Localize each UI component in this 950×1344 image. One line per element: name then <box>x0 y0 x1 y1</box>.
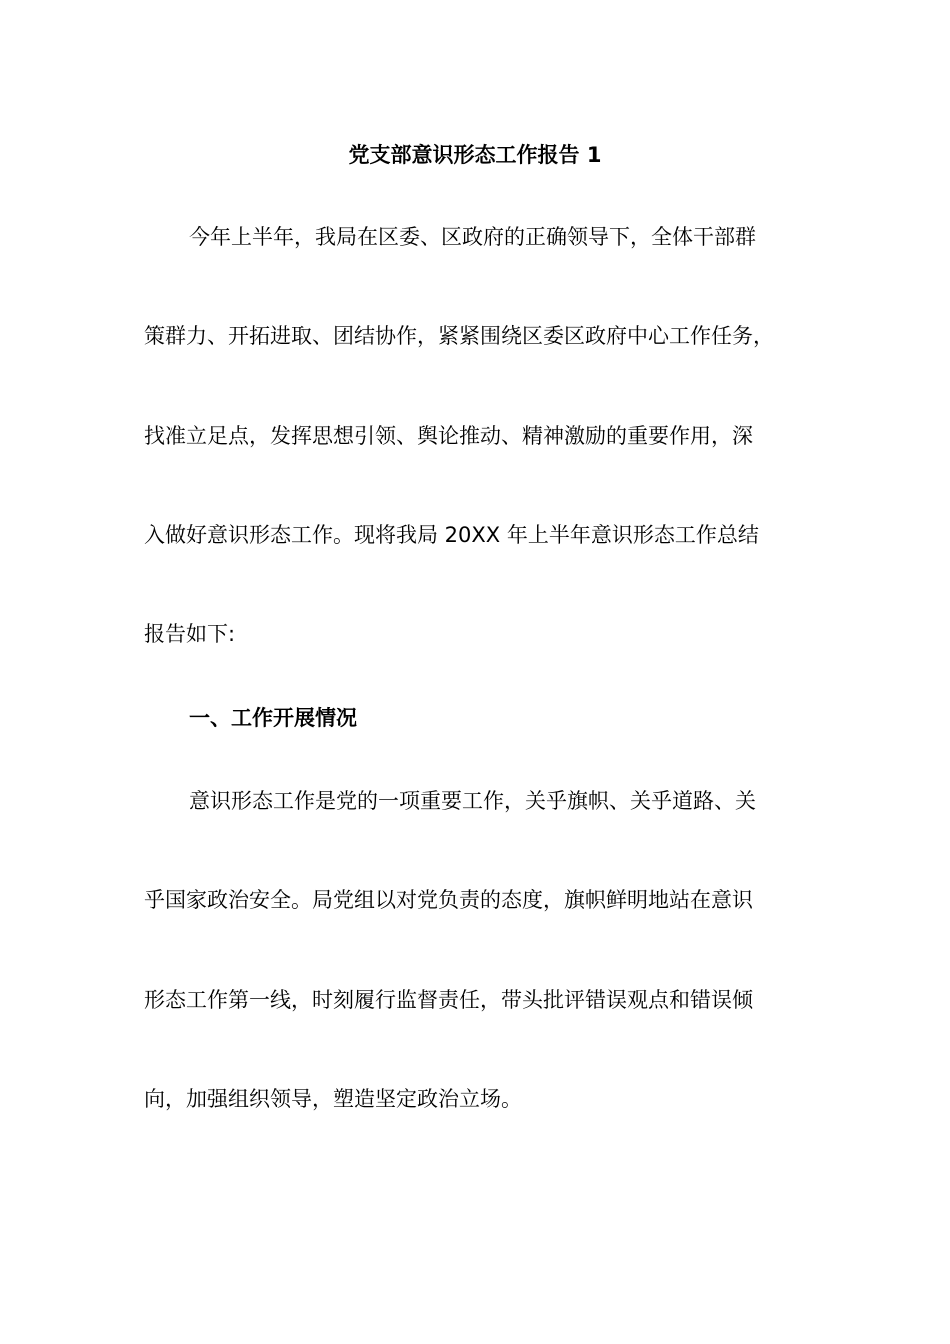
paragraph-1-line-2: 策群力、开拓进取、团结协作，紧紧围绕区委区政府中心工作任务， <box>144 324 774 348</box>
section-1-heading: 一、工作开展情况 <box>189 706 357 730</box>
paragraph-2-line-4: 向，加强组织领导，塑造坚定政治立场。 <box>144 1087 522 1111</box>
paragraph-1-line-5: 报告如下: <box>144 622 236 646</box>
paragraph-1-line-3: 找准立足点，发挥思想引领、舆论推动、精神激励的重要作用，深 <box>144 424 753 448</box>
paragraph-1-line-4: 入做好意识形态工作。现将我局 20XX 年上半年意识形态工作总结 <box>144 523 759 547</box>
paragraph-2-line-2: 乎国家政治安全。局党组以对党负责的态度，旗帜鲜明地站在意识 <box>144 888 753 912</box>
paragraph-1-line-1: 今年上半年，我局在区委、区政府的正确领导下，全体干部群 <box>189 225 756 249</box>
paragraph-2-line-1: 意识形态工作是党的一项重要工作，关乎旗帜、关乎道路、关 <box>189 789 756 813</box>
document-title: 党支部意识形态工作报告 1 <box>348 143 602 167</box>
paragraph-2-line-3: 形态工作第一线，时刻履行监督责任，带头批评错误观点和错误倾 <box>144 988 753 1012</box>
